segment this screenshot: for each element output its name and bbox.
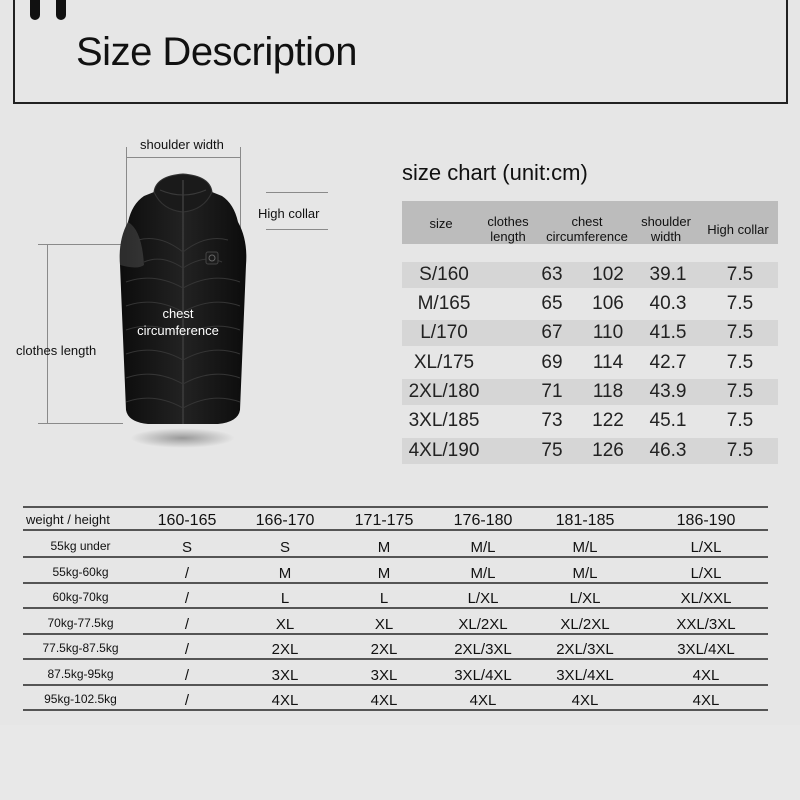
height-range-header: 186-190 <box>676 512 736 529</box>
recommended-size-cell: 3XL <box>271 666 299 684</box>
size-chart-cell: 65 <box>541 293 563 314</box>
weight-range-label: 55kg-60kg <box>52 564 109 579</box>
size-chart-cell: 75 <box>541 440 563 461</box>
recommended-size-cell: / <box>184 590 190 607</box>
size-chart-row <box>402 408 778 434</box>
recommended-size-cell: M <box>278 564 292 582</box>
size-chart-cell: 4XL/190 <box>408 440 480 461</box>
recommended-size-cell: 4XL <box>692 666 720 684</box>
recommended-size-cell: 4XL <box>370 692 398 709</box>
recommended-size-cell: XL/2XL <box>458 615 508 633</box>
size-chart-title: size chart (unit:cm) <box>402 160 588 185</box>
size-chart-cell: 69 <box>541 352 563 373</box>
height-range-header: 181-185 <box>555 512 615 529</box>
size-chart-cell: 114 <box>592 352 624 373</box>
clothes-length-header: clothes length <box>487 214 529 244</box>
size-chart-cell: 3XL/185 <box>408 410 480 431</box>
recommended-size-cell: L <box>379 590 389 607</box>
recommended-size-cell: M <box>377 564 391 582</box>
size-chart-cell: 122 <box>592 410 624 431</box>
weight-range-label: 60kg-70kg <box>52 590 109 604</box>
weight-height-row <box>23 610 768 635</box>
weight-range-label: 77.5kg-87.5kg <box>42 641 119 655</box>
recommended-size-cell: 2XL/3XL <box>454 641 512 658</box>
recommended-size-cell: 4XL <box>469 692 497 709</box>
recommended-size-cell: L/XL <box>569 590 601 607</box>
weight-height-row <box>23 635 768 660</box>
weight-height-corner-label: weight / height <box>26 512 110 527</box>
bottom-area <box>0 725 800 800</box>
height-range-header: 166-170 <box>255 512 315 529</box>
size-chart-cell: 106 <box>592 293 624 314</box>
recommended-size-cell: XL <box>275 615 295 633</box>
weight-height-header-row <box>23 506 768 531</box>
recommended-size-cell: M/L <box>572 539 598 556</box>
chest-circumference-header: chest circumference <box>546 214 628 244</box>
recommended-size-cell: / <box>184 641 190 658</box>
recommended-size-cell: 2XL <box>271 641 299 658</box>
size-chart-cell: 7.5 <box>726 381 754 402</box>
recommended-size-cell: 3XL/4XL <box>454 666 512 684</box>
size-chart-row <box>402 350 778 376</box>
shoulder-width-tick-left <box>126 147 127 167</box>
recommended-size-cell: L <box>280 590 290 607</box>
size-chart-cell: 7.5 <box>726 440 754 461</box>
chest-label-line2: circumference <box>137 323 219 338</box>
vest-image <box>108 170 258 430</box>
height-range-header: 176-180 <box>453 512 513 529</box>
weight-height-row <box>23 686 768 711</box>
weight-range-label: 55kg under <box>50 539 111 553</box>
recommended-size-cell: M/L <box>572 564 598 582</box>
recommended-size-cell: 3XL <box>370 666 398 684</box>
size-chart-cell: 41.5 <box>649 322 687 343</box>
page-title: Size Description <box>76 30 358 74</box>
size-chart-cell: S/160 <box>419 264 469 285</box>
weight-range-label: 70kg-77.5kg <box>47 615 114 630</box>
recommended-size-cell: XL/2XL <box>560 615 610 633</box>
size-chart-cell: 7.5 <box>726 352 754 373</box>
weight-height-row <box>23 661 768 686</box>
recommended-size-cell: XXL/3XL <box>676 615 736 633</box>
weight-height-row <box>23 584 768 609</box>
recommended-size-cell: M <box>377 539 391 556</box>
vest-shadow <box>130 428 235 448</box>
recommended-size-cell: M/L <box>470 539 496 556</box>
size-header: size <box>429 216 453 231</box>
chest-label-line1: chest <box>162 306 194 321</box>
size-chart-cell: 46.3 <box>649 440 687 461</box>
recommended-size-cell: L/XL <box>690 539 722 556</box>
size-chart-cell: 39.1 <box>649 264 687 285</box>
size-chart-cell: 63 <box>541 264 563 285</box>
vest-diagram <box>0 120 390 470</box>
recommended-size-cell: 3XL/4XL <box>556 666 614 684</box>
recommended-size-cell: 4XL <box>571 692 599 709</box>
size-chart-cell: L/170 <box>420 322 468 343</box>
height-range-header: 171-175 <box>354 512 414 529</box>
size-chart-cell: 45.1 <box>649 410 687 431</box>
recommended-size-cell: 4XL <box>692 692 720 709</box>
high-collar-line-bottom <box>266 229 328 230</box>
size-chart-cell: 2XL/180 <box>408 381 480 402</box>
size-chart-row <box>402 320 778 346</box>
size-chart-row <box>402 438 778 464</box>
high-collar-line-top <box>266 192 328 193</box>
recommended-size-cell: / <box>184 564 190 582</box>
size-chart-cell: 67 <box>541 322 563 343</box>
height-range-header: 160-165 <box>157 512 217 529</box>
high-collar-label: High collar <box>258 206 320 221</box>
shoulder-width-label: shoulder width <box>140 137 224 152</box>
recommended-size-cell: S <box>279 539 290 556</box>
size-chart-cell: 73 <box>541 410 563 431</box>
recommended-size-cell: / <box>184 615 190 633</box>
size-chart-cell: 102 <box>592 264 624 285</box>
size-chart-row <box>402 262 778 288</box>
recommended-size-cell: / <box>184 692 190 709</box>
size-chart-cell: 42.7 <box>649 352 687 373</box>
recommended-size-cell: L/XL <box>467 590 499 607</box>
weight-height-row <box>23 559 768 584</box>
weight-range-label: 87.5kg-95kg <box>47 666 114 681</box>
recommended-size-cell: L/XL <box>690 564 722 582</box>
size-chart-header <box>402 201 778 244</box>
shoulder-width-tick-right <box>240 147 241 167</box>
recommended-size-cell: M/L <box>470 564 496 582</box>
clothes-length-label: clothes length <box>16 343 97 358</box>
weight-range-label: 95kg-102.5kg <box>44 692 117 706</box>
size-chart-row <box>402 379 778 405</box>
recommended-size-cell: XL/XXL <box>680 590 732 607</box>
size-chart-cell: XL/175 <box>413 352 475 373</box>
shoulder-width-header: shoulder width <box>641 214 691 244</box>
chest-circumference-label <box>128 305 228 339</box>
size-chart-cell: 118 <box>592 381 624 402</box>
recommended-size-cell: 2XL <box>370 641 398 658</box>
recommended-size-cell: / <box>184 666 190 684</box>
size-chart-cell: 7.5 <box>726 293 754 314</box>
size-chart-cell: 126 <box>592 440 624 461</box>
recommended-size-cell: 4XL <box>271 692 299 709</box>
size-chart-cell: 71 <box>541 381 563 402</box>
quote-mark-icon <box>30 0 76 20</box>
size-chart-cell: 7.5 <box>726 322 754 343</box>
size-chart-cell: 110 <box>592 322 624 343</box>
size-chart-cell: 40.3 <box>649 293 687 314</box>
recommended-size-cell: 3XL/4XL <box>677 641 735 658</box>
recommended-size-cell: S <box>181 539 192 556</box>
recommended-size-cell: 2XL/3XL <box>556 641 614 658</box>
size-chart-cell: 7.5 <box>726 264 754 285</box>
clothes-length-line <box>47 244 48 424</box>
shoulder-width-line <box>126 157 240 158</box>
size-chart-cell: 7.5 <box>726 410 754 431</box>
recommended-size-cell: XL <box>374 615 394 633</box>
high-collar-header: High collar <box>707 222 769 237</box>
size-chart-row <box>402 291 778 317</box>
weight-height-row <box>23 533 768 558</box>
size-chart-cell: 43.9 <box>649 381 687 402</box>
size-chart-cell: M/165 <box>417 293 471 314</box>
